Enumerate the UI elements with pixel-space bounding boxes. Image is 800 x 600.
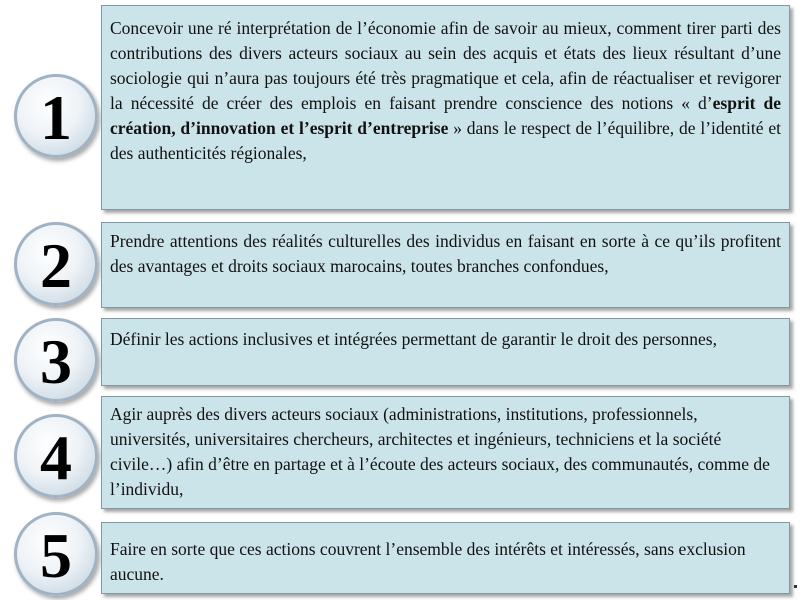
step-text-1-bold: esprit de création, d’innovation et l’esprit d’entreprise	[110, 93, 781, 138]
step-number-4: 4	[40, 422, 72, 493]
step-number-circle-2	[14, 222, 98, 306]
stray-dot-mark	[794, 585, 797, 588]
step-number-circle-3	[14, 318, 98, 402]
step-text-4: Agir auprès des divers acteurs sociaux (administrations, institutions, professionnels, universités, universitaires chercheurs, architectes et ingénieurs, techniciens et la société civile…) afin d’être en partage et à l’écoute des acteurs sociaux, des communautés, comme de l’individu,	[110, 404, 770, 499]
step-number-3: 3	[40, 326, 72, 397]
step-number-circle-1	[14, 74, 98, 158]
step-text-box-1	[101, 5, 790, 210]
step-text-2: Prendre attentions des réalités culturelles des individus en faisant en sorte à ce qu’ils profitent des avantages et droits sociaux marocains, toutes branches confondues,	[110, 231, 781, 276]
step-number-circle-4	[14, 414, 98, 498]
step-number-circle-5	[14, 512, 98, 596]
step-text-box-4	[101, 396, 790, 509]
step-text-box-2	[101, 222, 790, 308]
step-number-1: 1	[40, 82, 72, 153]
step-number-2: 2	[40, 230, 72, 301]
step-number-5: 5	[40, 520, 72, 591]
step-text-5: Faire en sorte que ces actions couvrent l’ensemble des intérêts et intéressés, sans exclusion aucune.	[110, 539, 746, 584]
step-text-1-part-c: » dans le respect de l’équilibre, de l’identité et des authenticités régionales,	[110, 118, 781, 163]
step-text-box-5	[101, 522, 790, 594]
step-text-3: Définir les actions inclusives et intégrées permettant de garantir le droit des personnes,	[110, 329, 717, 349]
step-text-1-part-a: Concevoir une ré interprétation de l’économie afin de savoir au mieux, comment tirer parti des contributions des divers acteurs sociaux au sein des acquis et états des lieux résultant d’une sociologie qui n’aura pas toujours été très pragmatique et cela, afin de réactualiser et revigorer la nécessité de créer des emplois en faisant prendre conscience des notions « d’	[110, 18, 781, 113]
step-text-box-3	[101, 318, 790, 386]
